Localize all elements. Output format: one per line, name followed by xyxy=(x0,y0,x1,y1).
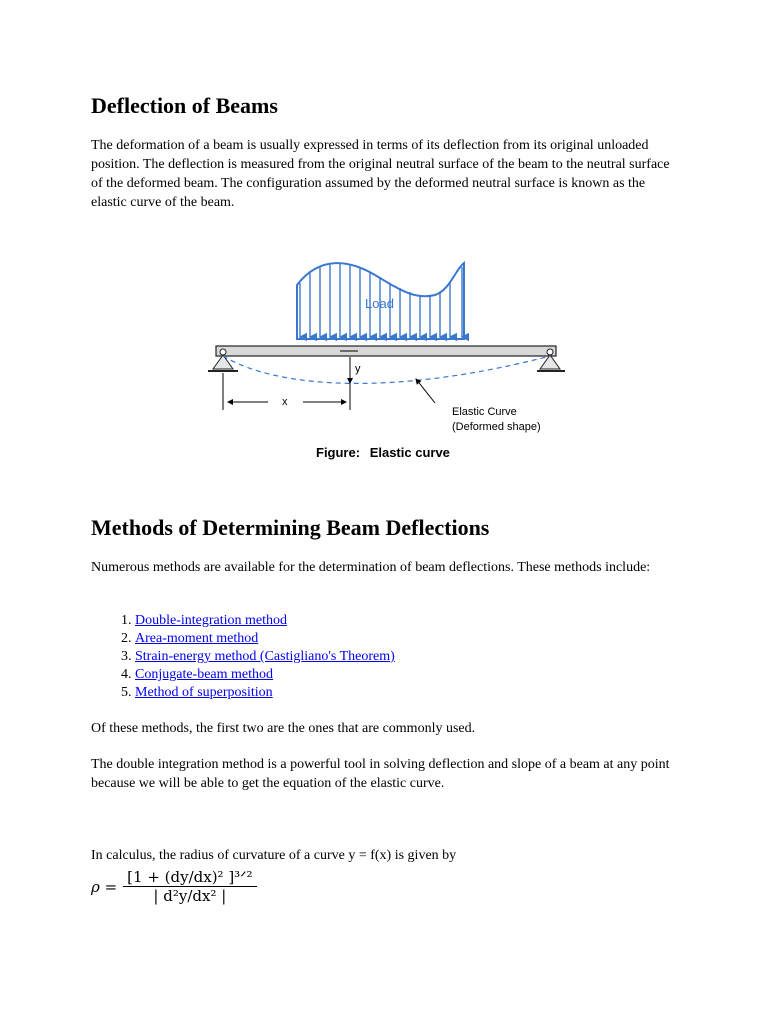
method-link-strain-energy[interactable]: Strain-energy method (Castigliano's Theorem) xyxy=(135,649,395,664)
elastic-curve xyxy=(223,356,550,383)
figure-caption xyxy=(316,445,450,460)
list-item xyxy=(135,648,395,666)
method-link-area-moment[interactable]: Area-moment method xyxy=(135,631,259,646)
method-link-double-integration[interactable]: Double-integration method xyxy=(135,613,288,628)
curve-label-2: (Deformed shape) xyxy=(452,421,541,433)
list-item xyxy=(135,630,395,648)
methods-list xyxy=(91,612,395,702)
calculus-text: In calculus, the radius of curvature of a curve y = f(x) is given by xyxy=(91,848,457,863)
list-item xyxy=(135,612,395,630)
x-label: x xyxy=(282,396,288,408)
curve-label-1: Elastic Curve xyxy=(452,406,517,418)
method-link-conjugate-beam[interactable]: Conjugate-beam method xyxy=(135,667,274,682)
method-link-superposition[interactable]: Method of superposition xyxy=(135,685,273,700)
load-label: Load xyxy=(365,296,394,311)
formula-denominator: | d²y/dx² | xyxy=(153,887,227,905)
methods-intro: Numerous methods are available for the determination of beam deflections. These methods include: xyxy=(91,560,651,575)
y-label: y xyxy=(355,363,361,375)
double-integration-text: The double integration method is a powerful tool in solving deflection and slope of a beam at any point because we will be able to get the equation of the elastic curve. xyxy=(91,757,670,791)
elastic-curve-figure xyxy=(200,255,580,465)
radius-curvature-formula xyxy=(91,868,257,905)
list-item xyxy=(135,684,395,702)
page-title: Deflection of Beams xyxy=(91,93,278,118)
caption-prefix: Figure: xyxy=(316,445,361,460)
intro-paragraph: The deformation of a beam is usually expressed in terms of its deflection from its original unloaded position. The deflection is measured from the original neutral surface of the beam to the neutral surface of the deformed beam. The configuration assumed by the deformed neutral surface is known as the elastic curve of the beam. xyxy=(91,138,670,210)
section-heading: Methods of Determining Beam Deflections xyxy=(91,515,490,540)
caption-text: Elastic curve xyxy=(369,445,450,460)
beam xyxy=(216,346,556,356)
formula-numerator: [1 + (dy/dx)² ]³ᐟ² xyxy=(123,868,256,887)
formula-lhs: ρ = xyxy=(91,877,118,896)
list-item xyxy=(135,666,395,684)
common-methods-text: Of these methods, the first two are the ones that are commonly used. xyxy=(91,721,476,736)
